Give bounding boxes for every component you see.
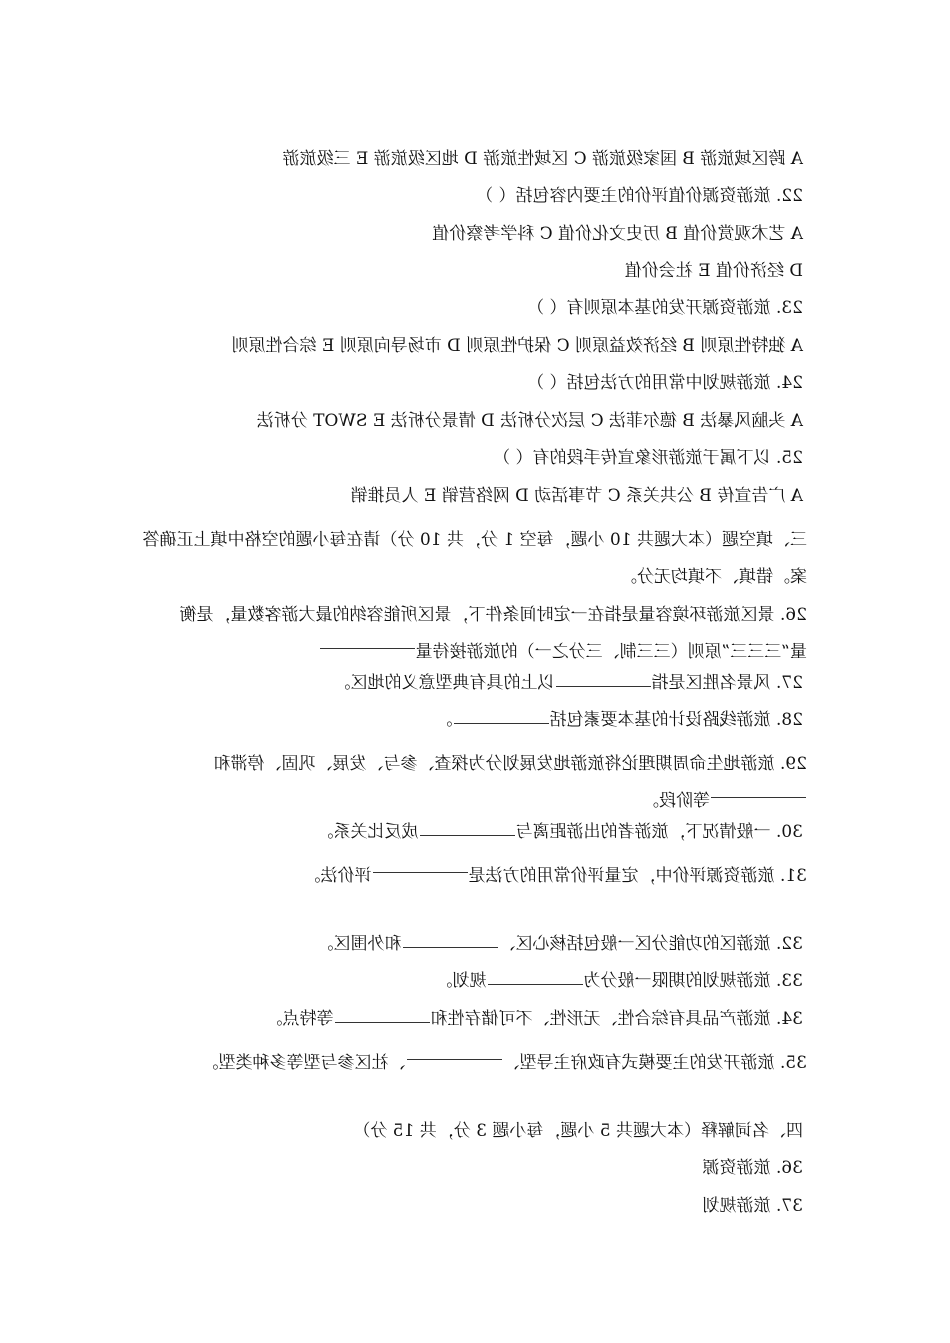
text: 三、填空题（本大题共 10 小题，每空 1 分，共 10 分）请在每小题的空格中填上正确答案。错填、不填均无分。 [142, 530, 807, 587]
text: 30. 一般情况下，旅游者的出游距离与 [515, 822, 803, 842]
option-line-21 [283, 148, 803, 170]
text-after: 以上的具有典型意义的地区。 [333, 673, 555, 693]
text: 四、名词解释（本大题共 5 小题，每小题 3 分，共 15 分） [353, 1121, 803, 1141]
question-32 [317, 933, 803, 955]
text: A 头脑风暴法 B 德尔菲法 C 层次分析法 D 情景分析法 E SWOT 分析法 [256, 411, 803, 431]
question-26 [142, 597, 807, 671]
text-after: 成反比关系。 [316, 822, 419, 842]
text: 34. 旅游产品具有综合性、无形性、不可储存性和 [430, 1009, 803, 1029]
answer-blank[interactable] [420, 821, 515, 836]
text: 27. 风景名胜区是指 [651, 673, 803, 693]
answer-blank[interactable] [335, 1008, 430, 1023]
question-31 [142, 858, 807, 895]
answer-blank[interactable] [403, 933, 498, 948]
answer-blank[interactable] [407, 1045, 502, 1060]
question-30 [317, 821, 803, 843]
text: 35. 旅游开发的主要模式有政府主导型、 [502, 1053, 807, 1073]
text: 26. 景区旅游环境容量是指在一定时间条件下，景区所能容纳的最大游客数量，是衡量“三三三”原则（三三制、三分之一）的旅游接待量 [179, 605, 807, 662]
question-25 [493, 447, 803, 469]
question-23 [527, 297, 803, 319]
text: D 经济价值 E 社会价值 [624, 261, 803, 281]
text: 25. 以下属于旅游形象宣传手段的有（ ） [493, 448, 803, 468]
option-line-24 [257, 410, 803, 432]
question-35 [142, 1045, 807, 1082]
text: 29. 旅游地生命周期理论将旅游地发展划分为探查、参与、发展、巩固、停滞和 [213, 754, 807, 774]
section-header-3 [142, 522, 807, 596]
question-36 [703, 1157, 803, 1179]
text-after: 、社区参与型等多种类型。 [201, 1053, 406, 1073]
text: 32. 旅游区的功能分区一般包括核心区、 [498, 934, 803, 954]
answer-blank[interactable] [488, 970, 583, 985]
option-line-22a [432, 223, 803, 245]
text: A 跨区域旅游 B 国家级旅游 C 区域性旅游 D 地区级旅游 E 三级旅游 [282, 149, 803, 169]
question-33 [436, 970, 803, 992]
option-line-23 [232, 335, 803, 357]
text-after: 评价法。 [303, 866, 372, 886]
option-line-22b [625, 260, 803, 282]
option-line-25 [351, 485, 803, 507]
answer-blank[interactable] [454, 709, 549, 724]
text: 23. 旅游资源开发的基本原则有（ ） [527, 298, 803, 318]
text-after: 。 [435, 710, 453, 730]
answer-blank[interactable] [556, 672, 651, 687]
text-after: 等阶段。 [642, 791, 710, 811]
text: 33. 旅游规划的期限一般分为 [583, 971, 803, 991]
text: A 独特性原则 B 经济效益原则 C 保护性原则 D 市场导向原则 E 综合性原则 [231, 336, 803, 356]
text: 31. 旅游资源评价中，定量评价常用的方法是 [468, 866, 807, 886]
question-27 [334, 672, 803, 694]
question-22 [476, 185, 803, 207]
question-37 [703, 1195, 803, 1217]
section-header-4 [353, 1120, 803, 1142]
text: 28. 旅游线路设计的基本要素包括 [549, 710, 803, 730]
question-24 [527, 372, 803, 394]
answer-blank[interactable] [373, 858, 468, 873]
question-34 [266, 1008, 803, 1030]
text-after: 规划。 [435, 971, 487, 991]
text-after: 和外围区。 [316, 934, 402, 954]
text-after: 等特点。 [265, 1009, 334, 1029]
text: 22. 旅游资源价值评价的主要内容包括（ ） [476, 186, 803, 206]
answer-blank[interactable] [711, 783, 806, 798]
text: 36. 旅游资源 [702, 1158, 803, 1178]
question-28 [436, 709, 803, 731]
question-29 [142, 746, 807, 820]
text: 37. 旅游规划 [702, 1196, 803, 1216]
answer-blank[interactable] [320, 634, 415, 649]
text: 24. 旅游规划中常用的方法包括（ ） [527, 373, 803, 393]
text: A 广告宣传 B 公共关系 C 节事活动 D 网络营销 E 人员推销 [350, 486, 803, 506]
text: A 艺术观赏价值 B 历史文化价值 C 科学考察价值 [432, 224, 803, 244]
